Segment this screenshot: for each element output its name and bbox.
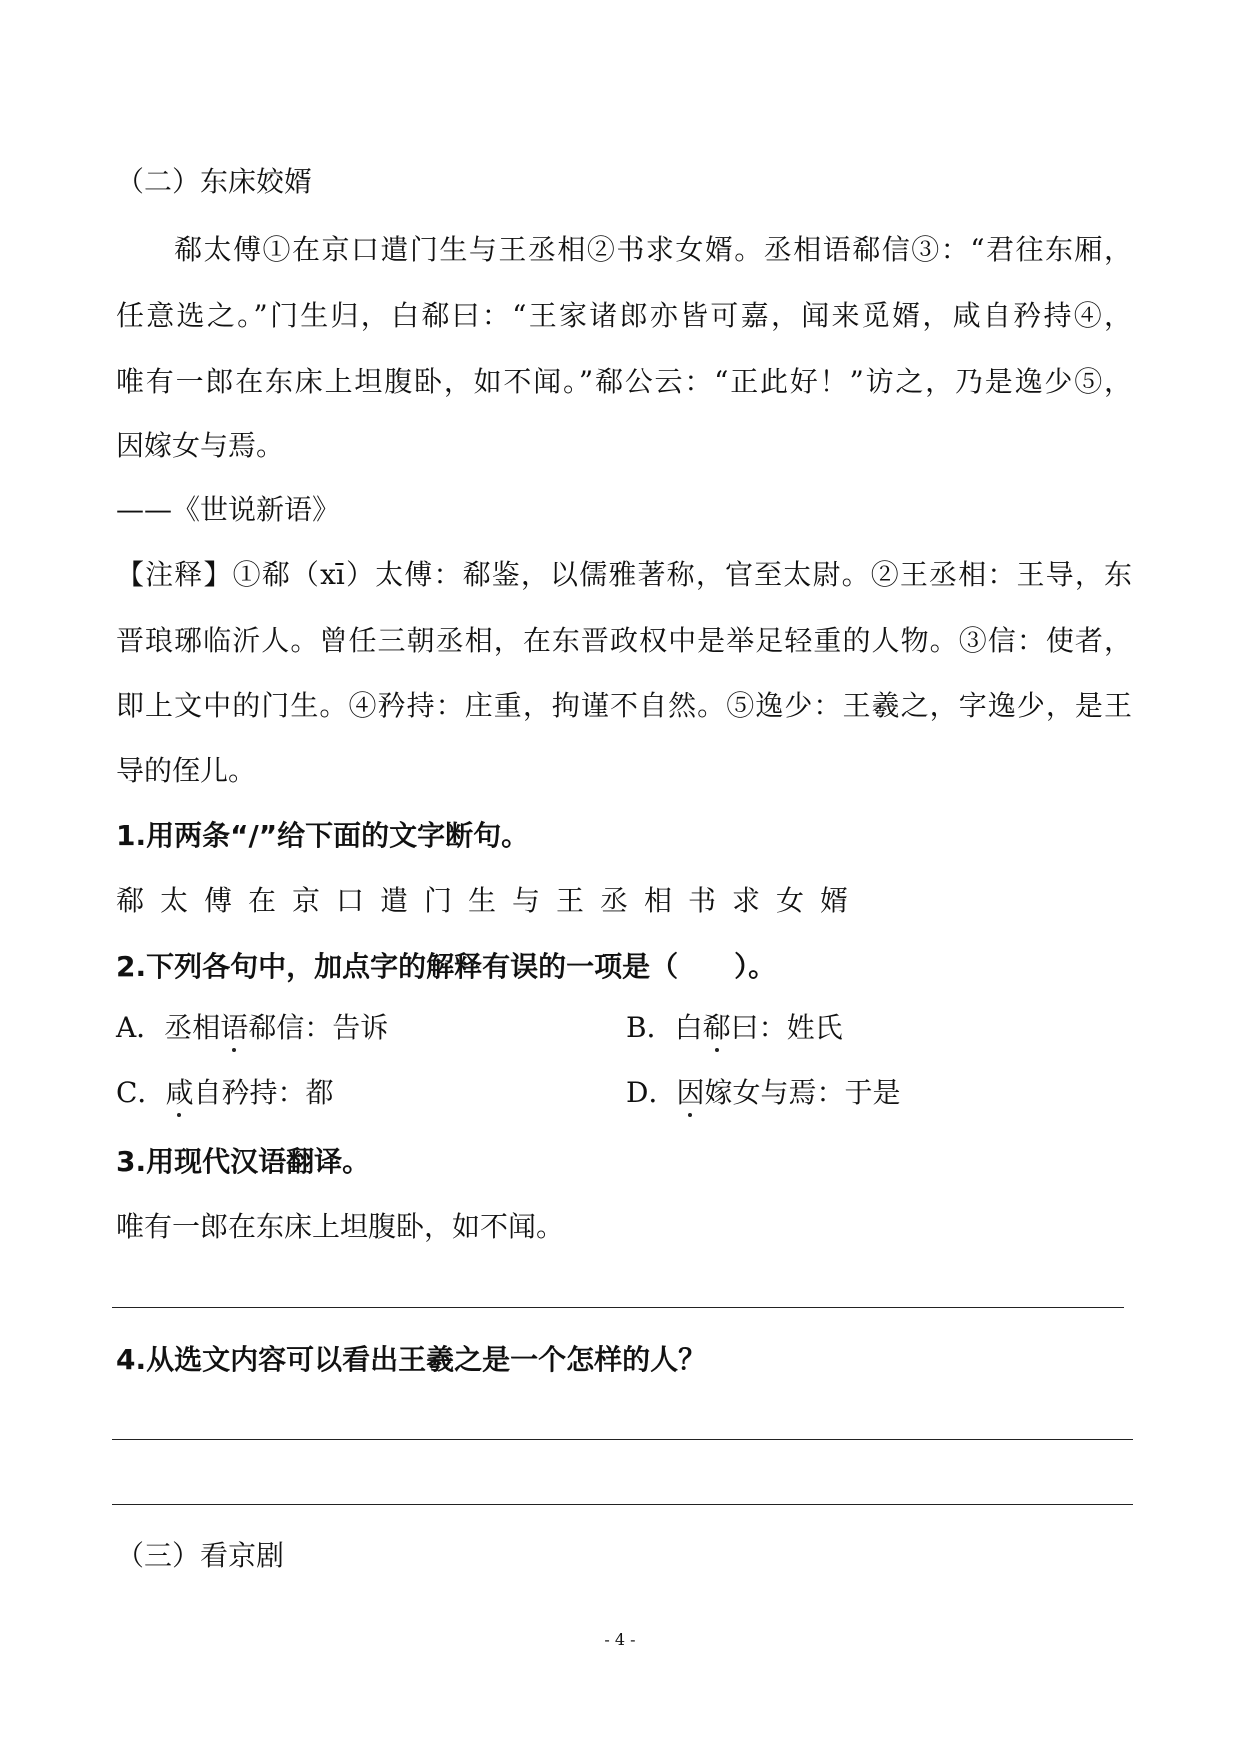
passage-line: 唯有一郎在东床上坦腹卧，如不闻。”郗公云：“正此好！”访之，乃是逸少⑤，: [116, 365, 1132, 398]
option-text: 丞相: [164, 1011, 221, 1044]
notes-line: 即上文中的门生。④矜持：庄重，拘谨不自然。⑤逸少：王羲之，字逸少，是王: [116, 689, 1132, 722]
dotted-char: 郗: [702, 1011, 731, 1044]
notes-line: 【注释】①郗（xī）太傅：郗鉴，以儒雅著称，官至太尉。②王丞相：王导，东: [116, 558, 1132, 591]
section-title: （二）东床姣婿: [116, 165, 313, 198]
notes-line: 导的侄儿。: [116, 754, 257, 787]
question-4-prompt: 4.从选文内容可以看出王羲之是一个怎样的人？: [116, 1343, 707, 1376]
answer-line[interactable]: [112, 1307, 1124, 1308]
dotted-char: 咸: [165, 1076, 194, 1109]
answer-line[interactable]: [112, 1439, 1133, 1440]
page-number: - 4 -: [604, 1630, 636, 1649]
question-1-prompt: 1.用两条“/”给下面的文字断句。: [116, 819, 530, 852]
answer-line[interactable]: [112, 1504, 1133, 1505]
option-letter: C．: [116, 1076, 166, 1109]
option-text: 曰：姓氏: [730, 1011, 843, 1044]
next-section-title: （三）看京剧: [116, 1539, 285, 1572]
passage-line: 郗太傅①在京口遣门生与王丞相②书求女婿。丞相语郗信③：“君往东厢，: [174, 233, 1132, 266]
option-text: 白: [674, 1011, 703, 1044]
option-letter: B．: [626, 1011, 675, 1044]
option-d: [626, 1075, 900, 1111]
dotted-char: 语: [220, 1011, 249, 1044]
question-3-prompt: 3.用现代汉语翻译。: [116, 1145, 371, 1178]
option-letter: D．: [626, 1076, 677, 1109]
option-text: 嫁女与焉：于是: [704, 1076, 901, 1109]
dotted-char: 因: [676, 1076, 705, 1109]
option-text: 郗信：告诉: [248, 1011, 389, 1044]
option-a: [116, 1010, 388, 1046]
option-letter: A．: [116, 1011, 165, 1044]
question-3-text: 唯有一郎在东床上坦腹卧，如不闻。: [116, 1210, 565, 1243]
passage-line: 任意选之。”门生归，白郗曰：“王家诸郎亦皆可嘉，闻来觅婿，咸自矜持④，: [116, 299, 1132, 332]
notes-line: 晋琅琊临沂人。曾任三朝丞相，在东晋政权中是举足轻重的人物。③信：使者，: [116, 624, 1132, 657]
question-2-prompt: 2.下列各句中，加点字的解释有误的一项是（ ）。: [116, 950, 777, 983]
question-1-text: 郗太傅在京口遣门生与王丞相书求女婿: [116, 884, 865, 917]
option-b: [626, 1010, 843, 1046]
passage-line: 因嫁女与焉。: [116, 429, 285, 462]
option-text: 自矜持：都: [193, 1076, 334, 1109]
source-citation: ——《世说新语》: [116, 493, 341, 526]
option-c: [116, 1075, 333, 1111]
